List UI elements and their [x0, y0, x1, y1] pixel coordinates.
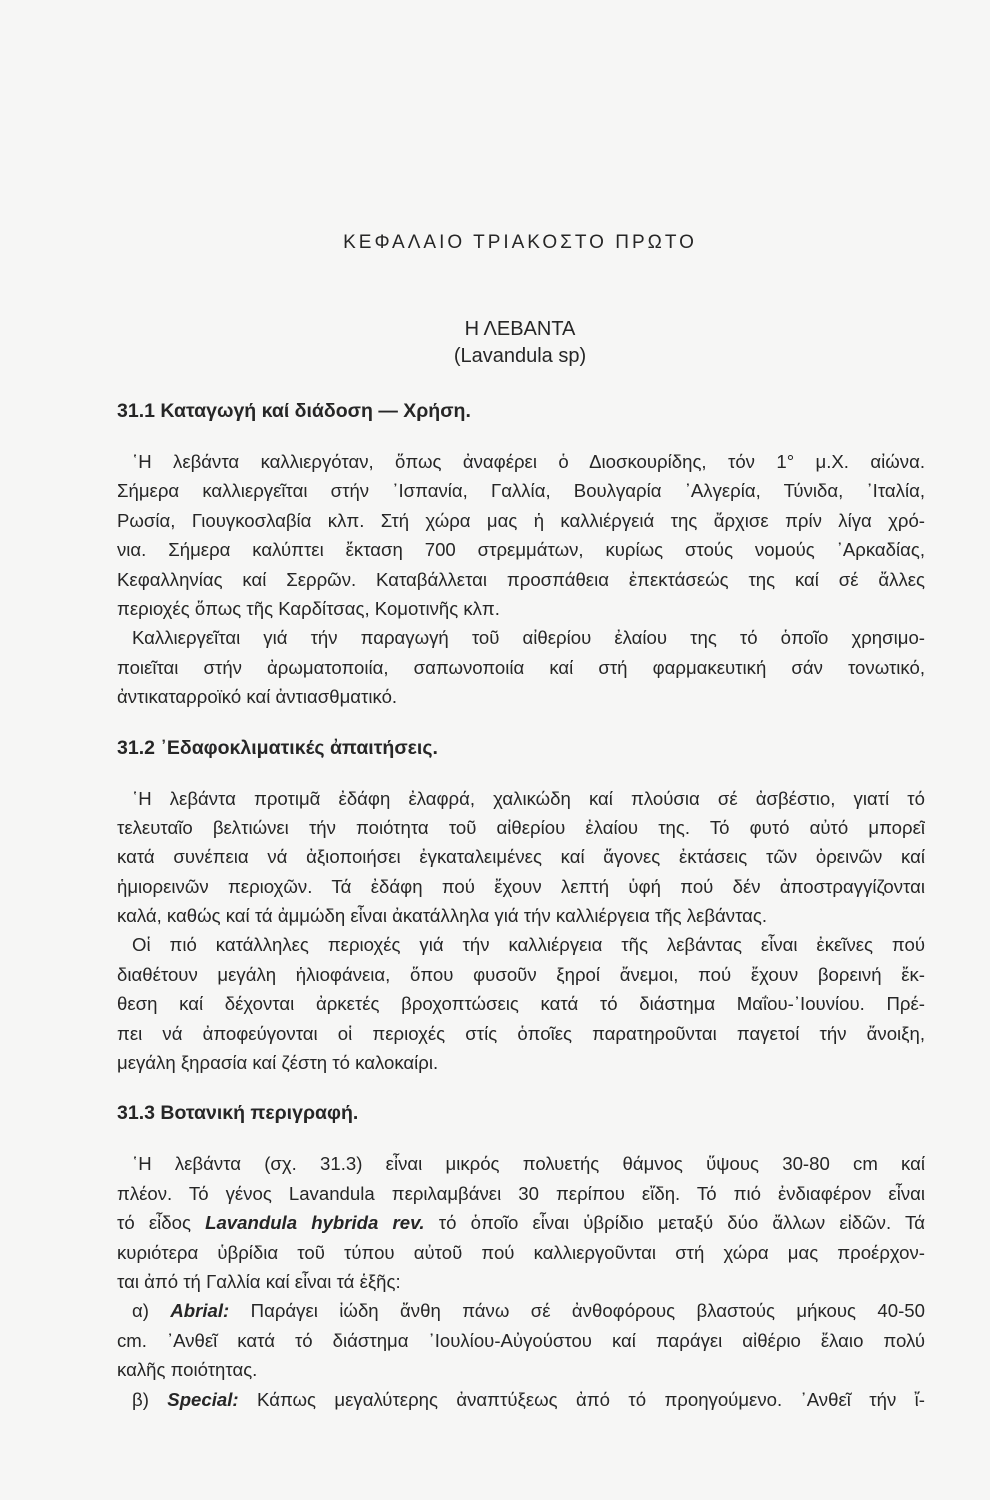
text-line: κατά συνέπεια νά ἀξιοποιήσει ἐγκαταλειμένες καί ἄγονες ἐκτάσεις τῶν ὀρεινῶν καί	[117, 846, 925, 868]
text-line: Ρωσία, Γιουγκοσλαβία κλπ. Στή χώρα μας ἡ καλλιέργειά της ἄρχισε πρίν λίγα χρό-	[117, 509, 925, 531]
text-line	[117, 1296, 925, 1325]
paragraph	[117, 930, 925, 1077]
text-line: μεγάλη ξηρασία καί ζέστη τό καλοκαίρι.	[117, 1052, 439, 1074]
text-line: cm. ᾿Ανθεῖ κατά τό διάστημα ᾿Ιουλίου-Αὐγούστου καί παράγει αἰθέριο ἔλαιο πολύ	[117, 1329, 925, 1351]
section	[117, 733, 925, 1078]
text-segment: τό εἶδος	[117, 1212, 206, 1234]
paragraph	[117, 447, 925, 623]
text-line: ται ἀπό τή Γαλλία καί εἶναι τά ἑξῆς:	[117, 1270, 401, 1292]
text-line: Σήμερα καλλιεργεῖται στήν ᾿Ισπανία, Γαλλία, Βουλγαρία ᾿Αλγερία, Τύνιδα, ᾿Ιταλία,	[117, 480, 925, 502]
text-line: πλέον. Τό γένος Lavandula περιλαμβάνει 30 περίπου εἴδη. Τό πιό ἐνδιαφέρον εἶναι	[117, 1182, 925, 1204]
text-line: νια. Σήμερα καλύπτει ἔκταση 700 στρεμμάτων, κυρίως στούς νομούς ᾿Αρκαδίας,	[117, 539, 925, 561]
paragraph	[117, 1296, 925, 1384]
text-line: διαθέτουν μεγάλη ἡλιοφάνεια, ὅπου φυσοῦν ξηροί ἄνεμοι, πού ἔχουν βορεινή ἔκ-	[117, 963, 925, 985]
text-line: κυριότερα ὑβρίδια τοῦ τύπου αὐτοῦ πού καλλιεργοῦνται στή χώρα μας προέρχον-	[117, 1241, 925, 1263]
emphasized-term: Lavandula hybrida rev.	[205, 1212, 425, 1234]
paragraph	[117, 784, 925, 931]
text-line: Καλλιεργεῖται γιά τήν παραγωγή τοῦ αἰθερίου ἐλαίου της τό ὁποῖο χρησιμο-	[132, 627, 925, 649]
text-line: ῾Η λεβάντα καλλιεργόταν, ὅπως ἀναφέρει ὁ Διοσκουρίδης, τόν 1° μ.Χ. αἰώνα.	[132, 451, 925, 472]
text-segment: Κάπως μεγαλύτερης ἀναπτύξεως ἀπό τό προηγούμενο. ᾿Ανθεῖ τήν ἴ-	[238, 1388, 925, 1410]
text-line: τελευταῖο βελτιώνει τήν ποιότητα τοῦ αἰθερίου ἐλαίου της. Τό φυτό αὐτό μπορεῖ	[117, 816, 925, 838]
text-line: πει νά ἀποφεύγονται οἱ περιοχές στίς ὁποῖες παρατηροῦνται παγετοί τήν ἄνοιξη,	[117, 1022, 925, 1044]
chapter-title: ΚΕΦΑΛΑΙΟ ΤΡΙΑΚΟΣΤΟ ΠΡΩΤΟ	[343, 232, 697, 253]
paragraph	[117, 1385, 925, 1414]
text-segment: β)	[132, 1388, 168, 1410]
text-line: Οἱ πιό κατάλληλες περιοχές γιά τήν καλλιέργεια τῆς λεβάντας εἶναι ἐκεῖνες πού	[132, 934, 925, 956]
section	[117, 1098, 925, 1414]
text-line: ῾Η λεβάντα (σχ. 31.3) εἶναι μικρός πολυετής θάμνος ὕψους 30-80 cm καί	[132, 1153, 925, 1175]
text-line: ἡμιορεινῶν περιοχῶν. Τά ἐδάφη πού ἔχουν λεπτή ὑφή πού δέν ἀποστραγγίζονται	[117, 875, 925, 897]
page-title: Η ΛΕΒΑΝΤΑ	[464, 318, 576, 340]
section-heading: 31.2 ᾿Εδαφοκλιματικές ἀπαιτήσεις.	[117, 736, 438, 759]
emphasized-term: Abrial:	[170, 1300, 230, 1322]
document-body	[117, 396, 925, 1414]
text-line: ῾Η λεβάντα προτιμᾶ ἐδάφη ἐλαφρά, χαλικώδη καί πλούσια σέ ἀσβέστιο, γιατί τό	[132, 787, 925, 809]
text-line: ἀντικαταρροϊκό καί ἀντιασθματικό.	[117, 686, 398, 708]
paragraph	[117, 623, 925, 711]
section	[117, 396, 925, 712]
section-heading: 31.1 Καταγωγή καί διάδοση — Χρήση.	[117, 400, 471, 422]
text-line: θεση καί δέχονται ἀρκετές βροχοπτώσεις κατά τό διάστημα Μαΐου-᾿Ιουνίου. Πρέ-	[117, 993, 925, 1015]
page-subtitle: (Lavandula sp)	[453, 345, 587, 367]
text-line: Κεφαλληνίας καί Σερρῶν. Καταβάλλεται προσπάθεια ἐπεκτάσεώς της καί σέ ἄλλες	[117, 568, 925, 590]
text-segment: α)	[132, 1300, 171, 1322]
section-heading: 31.3 Βοτανική περιγραφή.	[117, 1102, 359, 1125]
text-line: καλά, καθώς καί τά ἀμμώδη εἶναι ἀκατάλληλα γιά τήν καλλιέργεια τῆς λεβάντας.	[117, 905, 768, 927]
text-line	[117, 1385, 925, 1414]
text-segment: τό ὁποῖο εἶναι ὑβρίδιο μεταξύ δύο ἄλλων εἰδῶν. Τά	[424, 1212, 925, 1234]
text-line	[117, 1208, 925, 1237]
emphasized-term: Special:	[167, 1388, 239, 1410]
text-line: ποιεῖται στήν ἀρωματοποιία, σαπωνοποιία καί στή φαρμακευτική σάν τονωτικό,	[117, 656, 925, 678]
text-line: περιοχές ὅπως τῆς Καρδίτσας, Κομοτινῆς κλπ.	[117, 597, 500, 619]
text-line: καλῆς ποιότητας.	[117, 1359, 258, 1381]
text-segment: Παράγει ἰώδη ἄνθη πάνω σέ ἀνθοφόρους βλαστούς μήκους 40-50	[229, 1300, 925, 1322]
paragraph	[117, 1149, 925, 1296]
